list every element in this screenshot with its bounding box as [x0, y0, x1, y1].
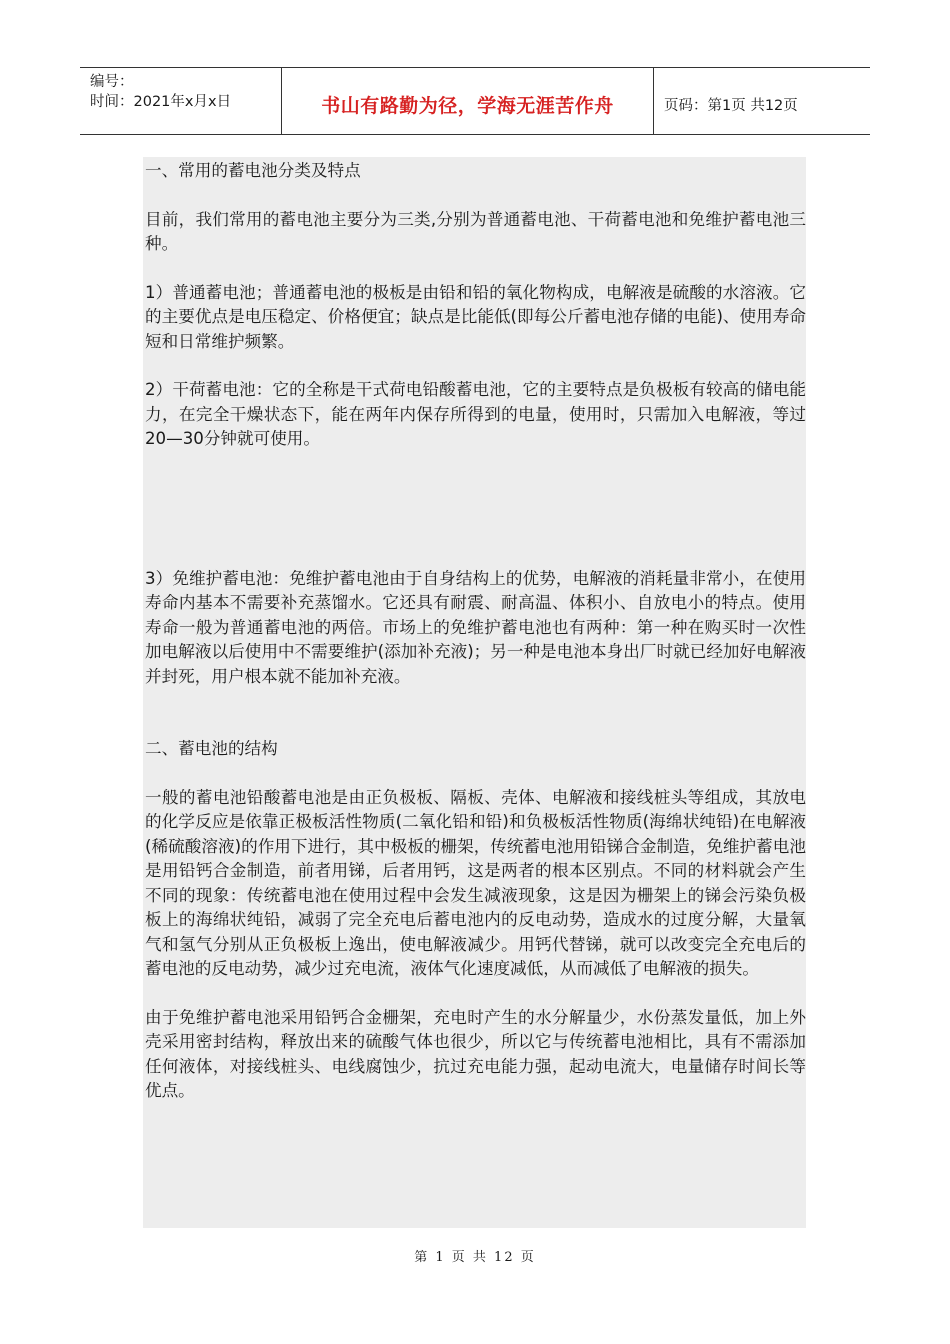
item1-paragraph: 1）普通蓄电池；普通蓄电池的极板是由铅和铅的氧化物构成，电解液是硫酸的水溶液。它的主要优点是电压稳定、价格便宜；缺点是比能低(即每公斤蓄电池存储的电能)、使用寿命短和日常维护频繁。 — [145, 282, 806, 351]
intro-paragraph: 目前，我们常用的蓄电池主要分为三类,分别为普通蓄电池、干荷蓄电池和免维护蓄电池三种。 — [145, 209, 806, 253]
blank-gap — [145, 689, 806, 737]
document-header — [80, 67, 870, 135]
page-footer: 第 1 页 共 12 页 — [414, 1250, 536, 1265]
structure-paragraph: 一般的蓄电池铅酸蓄电池是由正负极板、隔板、壳体、电解液和接线桩头等组成，其放电的化学反应是依靠正极板活性物质(二氧化铅和铅)和负极板活性物质(海绵状纯铅)在电解液(稀硫酸溶液)的作用下进行，其中极板的栅架，传统蓄电池用铅锑合金制造，免维护蓄电池是用铅钙合金制造，前者用锑，后者用钙，这是两者的根本区别点。不同的材料就会产生不同的现象：传统蓄电池在使用过程中会发生减液现象，这是因为栅架上的锑会污染负极板上的海绵状纯铅，减弱了完全充电后蓄电池内的反电动势，造成水的过度分解，大量氧气和氢气分别从正负极板上逸出，使电解液减少。用钙代替锑，就可以改变完全充电后的蓄电池的反电动势，减少过充电流，液体气化速度减低，从而减低了电解液的损失。 — [145, 787, 806, 978]
item3-paragraph: 3）免维护蓄电池：免维护蓄电池由于自身结构上的优势，电解液的消耗量非常小，在使用寿命内基本不需要补充蒸馏水。它还具有耐震、耐高温、体积小、自放电小的特点。使用寿命一般为普通蓄电池的两倍。市场上的免维护蓄电池也有两种：第一种在购买时一次性加电解液以后使用中不需要维护(添加补充液)；另一种是电池本身出厂时就已经加好电解液并封死，用户根本就不能加补充液。 — [145, 568, 806, 686]
section1-heading: 一、常用的蓄电池分类及特点 — [145, 161, 361, 180]
blank-gap — [145, 452, 806, 567]
advantage-paragraph: 由于免维护蓄电池采用铅钙合金栅架，充电时产生的水分解量少，水份蒸发量低，加上外壳采用密封结构，释放出来的硫酸气体也很少，所以它与传统蓄电池相比，具有不需添加任何液体，对接线桩头、电线腐蚀少，抗过充电能力强，起动电流大，电量储存时间长等优点。 — [145, 1007, 806, 1100]
header-meta — [80, 68, 282, 134]
header-page-code: 页码：第1页 共12页 — [664, 97, 798, 114]
document-body — [143, 157, 806, 1228]
section2-heading: 二、蓄电池的结构 — [145, 739, 278, 758]
header-motto: 书山有路勤为径，学海无涯苦作舟 — [282, 68, 654, 134]
number-label: 编号： — [90, 74, 134, 90]
item2-paragraph: 2）干荷蓄电池：它的全称是干式荷电铅酸蓄电池，它的主要特点是负极板有较高的储电能力，在完全干燥状态下，能在两年内保存所得到的电量，使用时，只需加入电解液，等过20—30分钟就可使用。 — [145, 380, 806, 448]
time-label: 时间：2021年x月x日 — [90, 94, 232, 110]
